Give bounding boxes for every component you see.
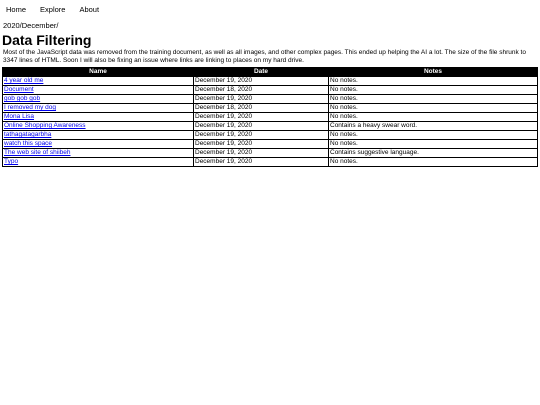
table-row	[3, 158, 538, 167]
pages-table	[2, 67, 538, 167]
notes-cell: No notes.	[329, 113, 538, 122]
date-cell: December 19, 2020	[194, 122, 329, 131]
table-row	[3, 131, 538, 140]
top-navigation	[6, 4, 99, 16]
page-link[interactable]: watch this space	[4, 140, 53, 148]
table-row	[3, 113, 538, 122]
name-cell	[3, 95, 194, 104]
notes-cell: No notes.	[329, 131, 538, 140]
name-cell	[3, 140, 194, 149]
nav-about-link[interactable]: About	[79, 5, 100, 14]
pages-table-container	[2, 67, 537, 167]
page-link[interactable]: gob gob gob	[4, 95, 41, 103]
notes-cell: No notes.	[329, 104, 538, 113]
column-header-name: Name	[3, 68, 194, 77]
nav-home-link[interactable]: Home	[6, 5, 27, 14]
page-link[interactable]: Typo	[4, 158, 19, 166]
column-header-notes: Notes	[329, 68, 538, 77]
page-link[interactable]: 4 year old me	[4, 77, 44, 85]
notes-cell: No notes.	[329, 77, 538, 86]
table-header-row	[3, 68, 538, 77]
table-row	[3, 140, 538, 149]
date-cell: December 19, 2020	[194, 158, 329, 167]
page-link[interactable]: Online Shopping Awareness	[4, 122, 86, 130]
notes-cell: Contains suggestive language.	[329, 149, 538, 158]
name-cell	[3, 122, 194, 131]
notes-cell: No notes.	[329, 86, 538, 95]
date-cell: December 18, 2020	[194, 104, 329, 113]
notes-cell: No notes.	[329, 95, 538, 104]
table-row	[3, 149, 538, 158]
page-link[interactable]: Document	[4, 86, 34, 94]
date-cell: December 19, 2020	[194, 95, 329, 104]
breadcrumb: 2020/December/	[3, 21, 59, 30]
page-description: Most of the JavaScript data was removed from the training document, as well as all images, and other complex pages. This ended up helping the AI a lot. The size of the file shrunk to 3347 lines of HTML. Soon I will also be fixing an issue where links are linking to places on my hard drive.	[3, 49, 526, 64]
table-row	[3, 104, 538, 113]
page-title: Data Filtering	[2, 32, 92, 48]
date-cell: December 19, 2020	[194, 131, 329, 140]
name-cell	[3, 77, 194, 86]
notes-cell: Contains a heavy swear word.	[329, 122, 538, 131]
table-row	[3, 86, 538, 95]
name-cell	[3, 113, 194, 122]
name-cell	[3, 149, 194, 158]
column-header-date: Date	[194, 68, 329, 77]
date-cell: December 19, 2020	[194, 113, 329, 122]
page-link[interactable]: The web site of shiibeh	[4, 149, 71, 157]
name-cell	[3, 131, 194, 140]
notes-cell: No notes.	[329, 140, 538, 149]
table-row	[3, 77, 538, 86]
date-cell: December 19, 2020	[194, 149, 329, 158]
name-cell	[3, 86, 194, 95]
notes-cell: No notes.	[329, 158, 538, 167]
table-row	[3, 95, 538, 104]
name-cell	[3, 158, 194, 167]
date-cell: December 19, 2020	[194, 140, 329, 149]
date-cell: December 19, 2020	[194, 77, 329, 86]
name-cell	[3, 104, 194, 113]
date-cell: December 18, 2020	[194, 86, 329, 95]
page-link[interactable]: I removed my dog	[4, 104, 57, 112]
page-link[interactable]: Mona Lisa	[4, 113, 34, 121]
nav-explore-link[interactable]: Explore	[40, 5, 66, 14]
page-link[interactable]: tathagatagarbha	[4, 131, 52, 139]
table-row	[3, 122, 538, 131]
